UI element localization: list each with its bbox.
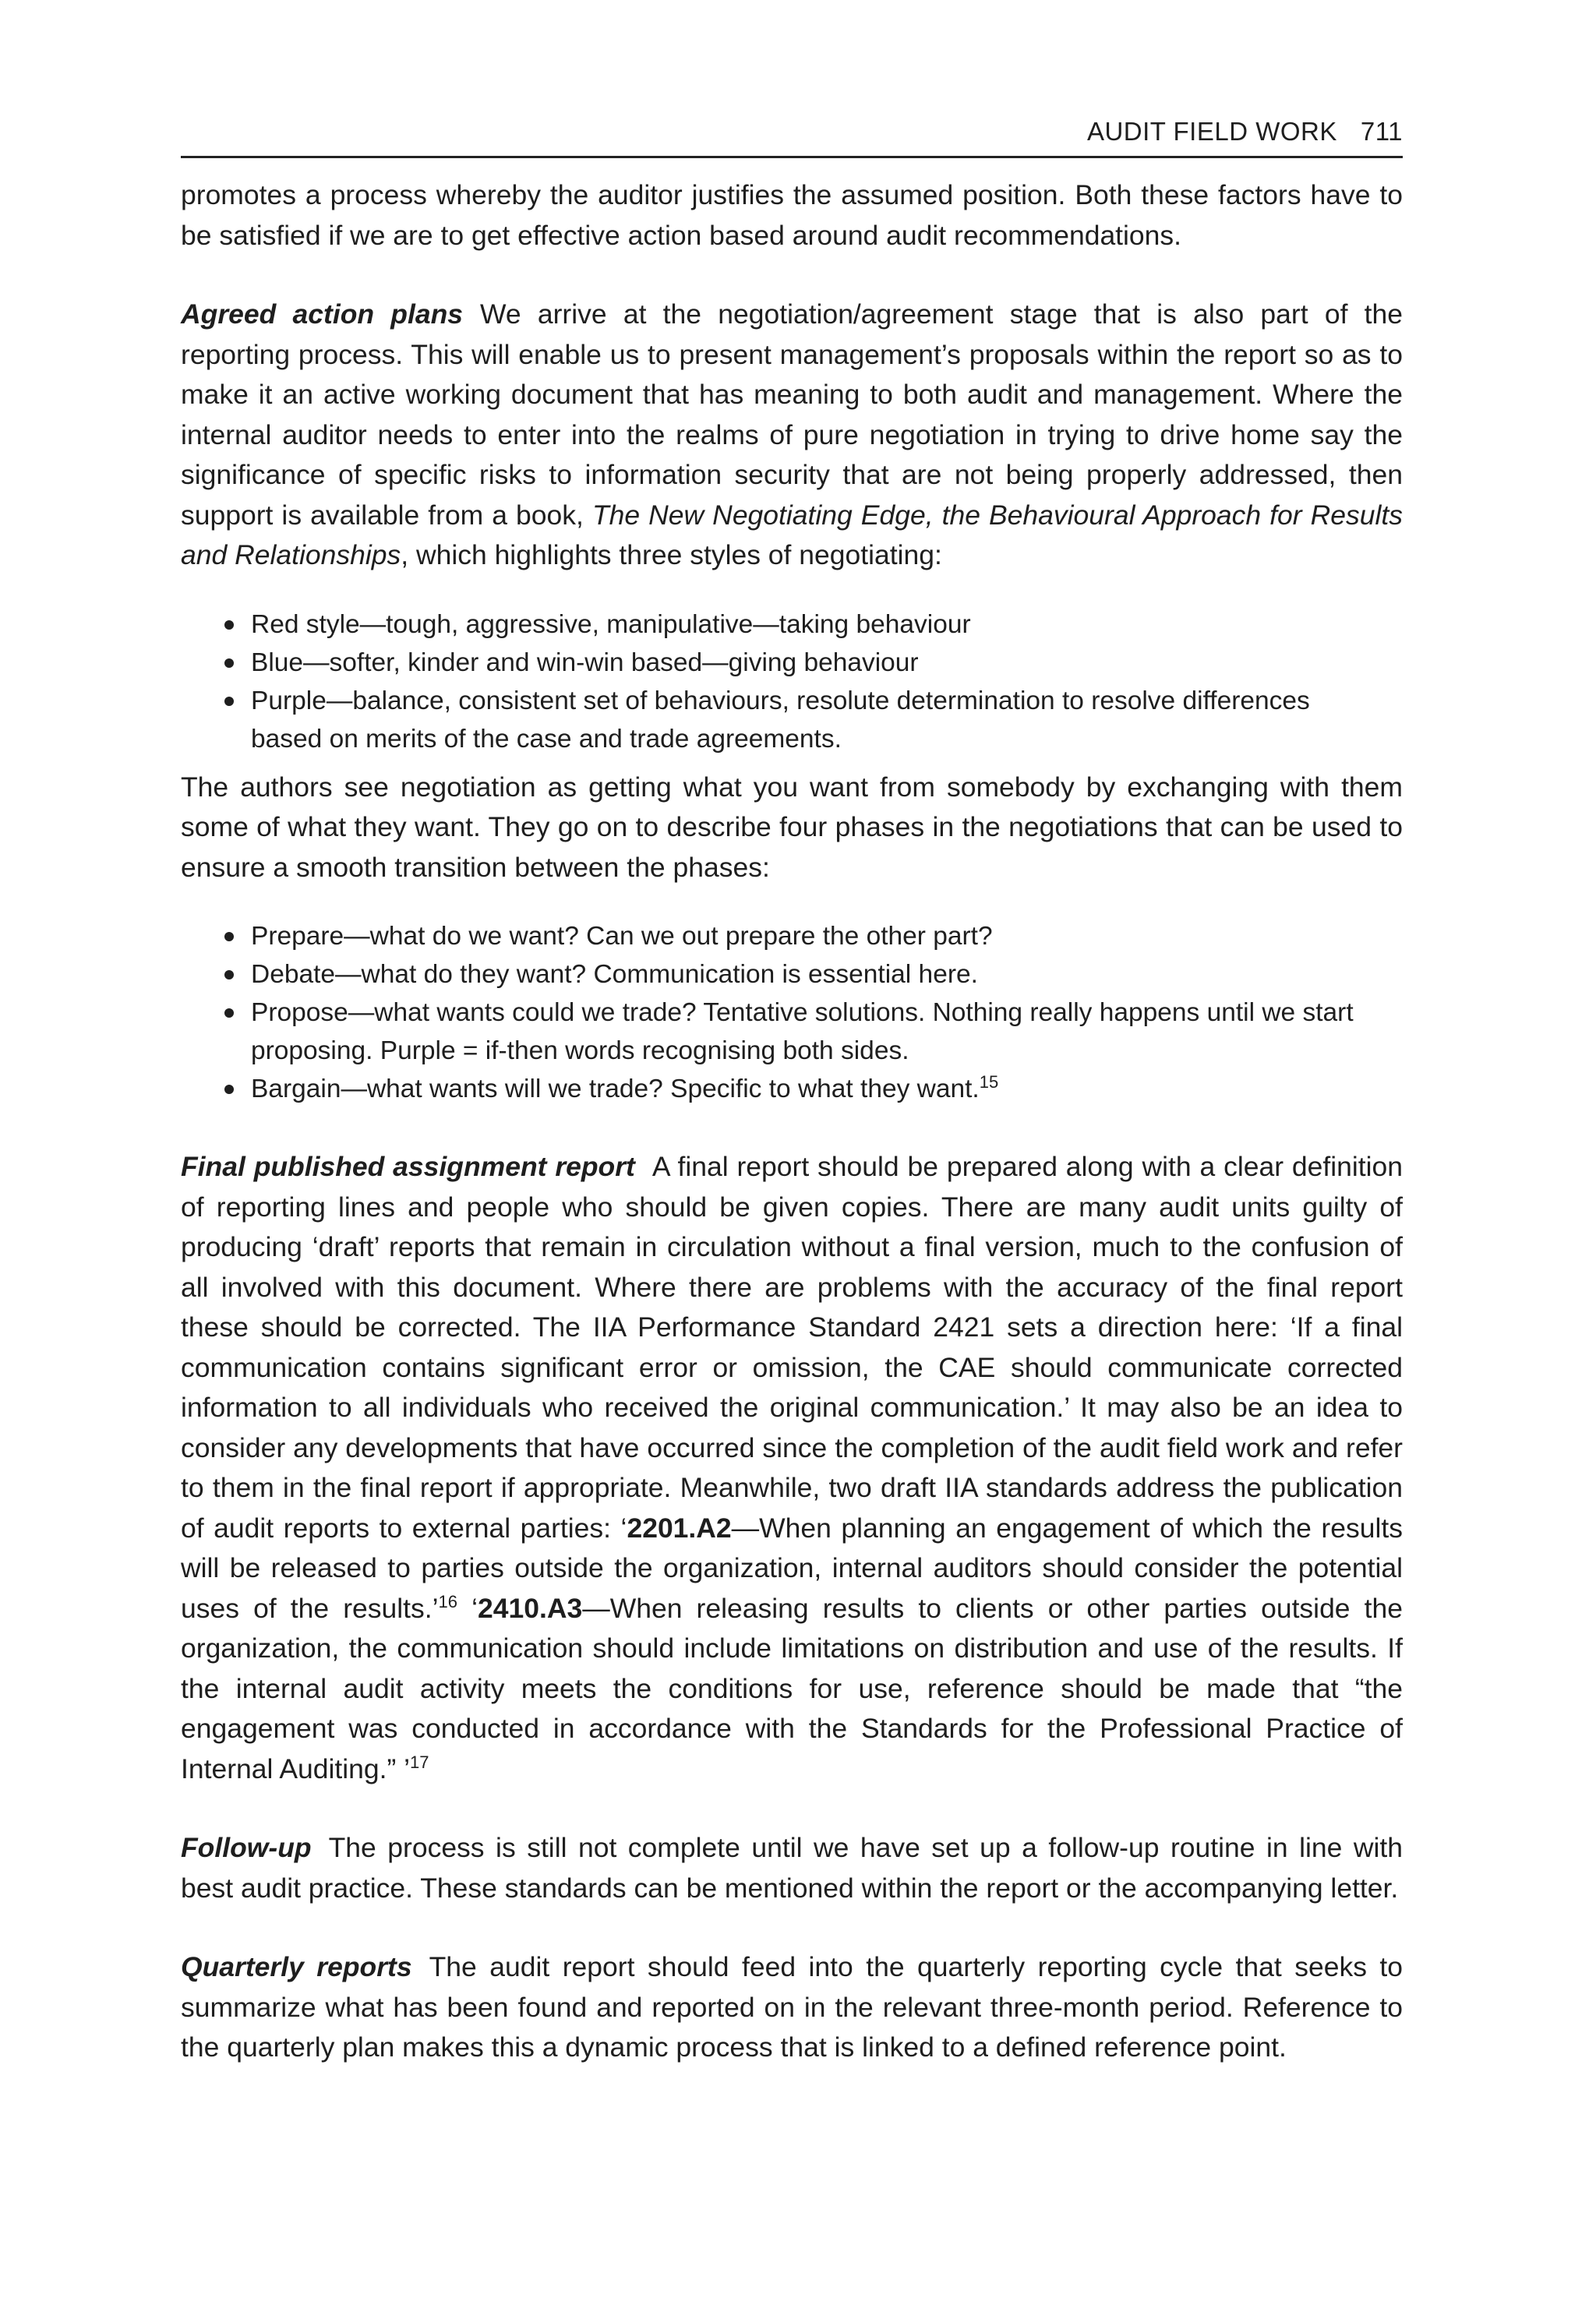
standard-text: —When planning an engagement of which the results will be released to parties outside the organization, internal auditors should consider the potential uses of the results.’: [181, 1512, 1403, 1624]
footnote-ref: 15: [979, 1071, 999, 1092]
negotiation-styles-list: [181, 605, 1403, 758]
follow-up-text: The process is still not complete until we have set up a follow-up routine in line with best audit practice. These standards can be mentioned within the report or the accompanying letter.: [181, 1832, 1403, 1904]
running-header: [181, 117, 1403, 158]
page-number: 711: [1360, 117, 1403, 146]
list-item: Propose—what wants could we trade? Tentative solutions. Nothing really happens until we start proposing. Purple = if-then words recognising both sides.: [181, 994, 1403, 1070]
quarterly-reports-heading: Quarterly reports: [181, 1951, 412, 1982]
standard-code: 2410.A3: [478, 1592, 583, 1624]
list-item: Red style—tough, aggressive, manipulative—taking behaviour: [181, 605, 1403, 644]
follow-up-paragraph: [181, 1828, 1403, 1908]
footnote-ref: 17: [410, 1752, 429, 1772]
final-report-heading: Final published assignment report: [181, 1151, 635, 1182]
final-report-text: A final report should be prepared along with a clear definition of reporting lines and people who should be given copies. There are many audit units guilty of producing ‘draft’ reports that remain in circulation without a final version, much to the confusion of all involved with this document. Where there are problems with the accuracy of the final report these should be corrected. The IIA Performance Standard 2421 sets a direction here: ‘If a final communication contains significant error or omission, the CAE should communicate corrected information to all individuals who received the original communication.’ It may also be an idea to consider any developments that have occurred since the completion of the audit field work and refer to them in the final report if appropriate. Meanwhile, two draft IIA standards address the publication of audit reports to external parties: ‘: [181, 1151, 1403, 1544]
agreed-action-plans-text-end: , which highlights three styles of negotiating:: [401, 539, 942, 570]
footnote-ref: 16: [438, 1591, 458, 1611]
phases-intro-text: The authors see negotiation as getting what you want from somebody by exchanging with them some of what they want. They go on to describe four phases in the negotiations that can be used to ensure a smooth transition between the phases:: [181, 771, 1403, 883]
standard-code: 2201.A2: [627, 1512, 732, 1544]
negotiation-phases-list: [181, 917, 1403, 1108]
standard-quote-open: ‘: [457, 1592, 478, 1624]
agreed-action-plans-paragraph: [181, 295, 1403, 576]
agreed-action-plans-heading: Agreed action plans: [181, 298, 464, 330]
standard-text: —When releasing results to clients or other parties outside the organization, the communication should include limitations on distribution and use of the results. If the internal audit activity meets the conditions for use, reference should be made that “the engagement was conducted in accordance with the Standards for the Professional Practice of Internal Auditing.” ’: [181, 1592, 1403, 1784]
list-item: Prepare—what do we want? Can we out prepare the other part?: [181, 917, 1403, 955]
book-title: The New Negotiating Edge, the Behavioural Approach for Results and Relationships: [181, 499, 1403, 570]
final-report-paragraph: [181, 1147, 1403, 1789]
quarterly-reports-text: The audit report should feed into the quarterly reporting cycle that seeks to summarize what has been found and reported on in the relevant three-month period. Reference to the quarterly plan makes this a dynamic process that is linked to a defined reference point.: [181, 1951, 1404, 2063]
agreed-action-plans-text: We arrive at the negotiation/agreement stage that is also part of the reporting process. This will enable us to present management’s proposals within the report so as to make it an active working document that has meaning to both audit and management. Where the internal auditor needs to enter into the realms of pure negotiation in trying to drive home say the significance of specific risks to information security that are not being properly addressed, then support is available from a book,: [181, 298, 1403, 531]
follow-up-heading: Follow-up: [181, 1832, 312, 1863]
intro-paragraph: [181, 175, 1403, 256]
intro-text: promotes a process whereby the auditor justifies the assumed position. Both these factors have to be satisfied if we are to get effective action based around audit recommendations.: [181, 179, 1403, 251]
list-item: Purple—balance, consistent set of behaviours, resolute determination to resolve differences based on merits of the case and trade agreements.: [181, 682, 1403, 758]
list-item: Debate—what do they want? Communication is essential here.: [181, 955, 1403, 994]
phases-intro-paragraph: [181, 768, 1403, 888]
book-page: [181, 117, 1403, 2068]
phase-bargain-text: Bargain—what wants will we trade? Specific to what they want.: [251, 1075, 980, 1103]
running-title: AUDIT FIELD WORK: [1086, 117, 1337, 146]
list-item: Blue—softer, kinder and win-win based—giving behaviour: [181, 644, 1403, 682]
quarterly-reports-paragraph: [181, 1947, 1403, 2068]
list-item: [181, 1070, 1403, 1108]
